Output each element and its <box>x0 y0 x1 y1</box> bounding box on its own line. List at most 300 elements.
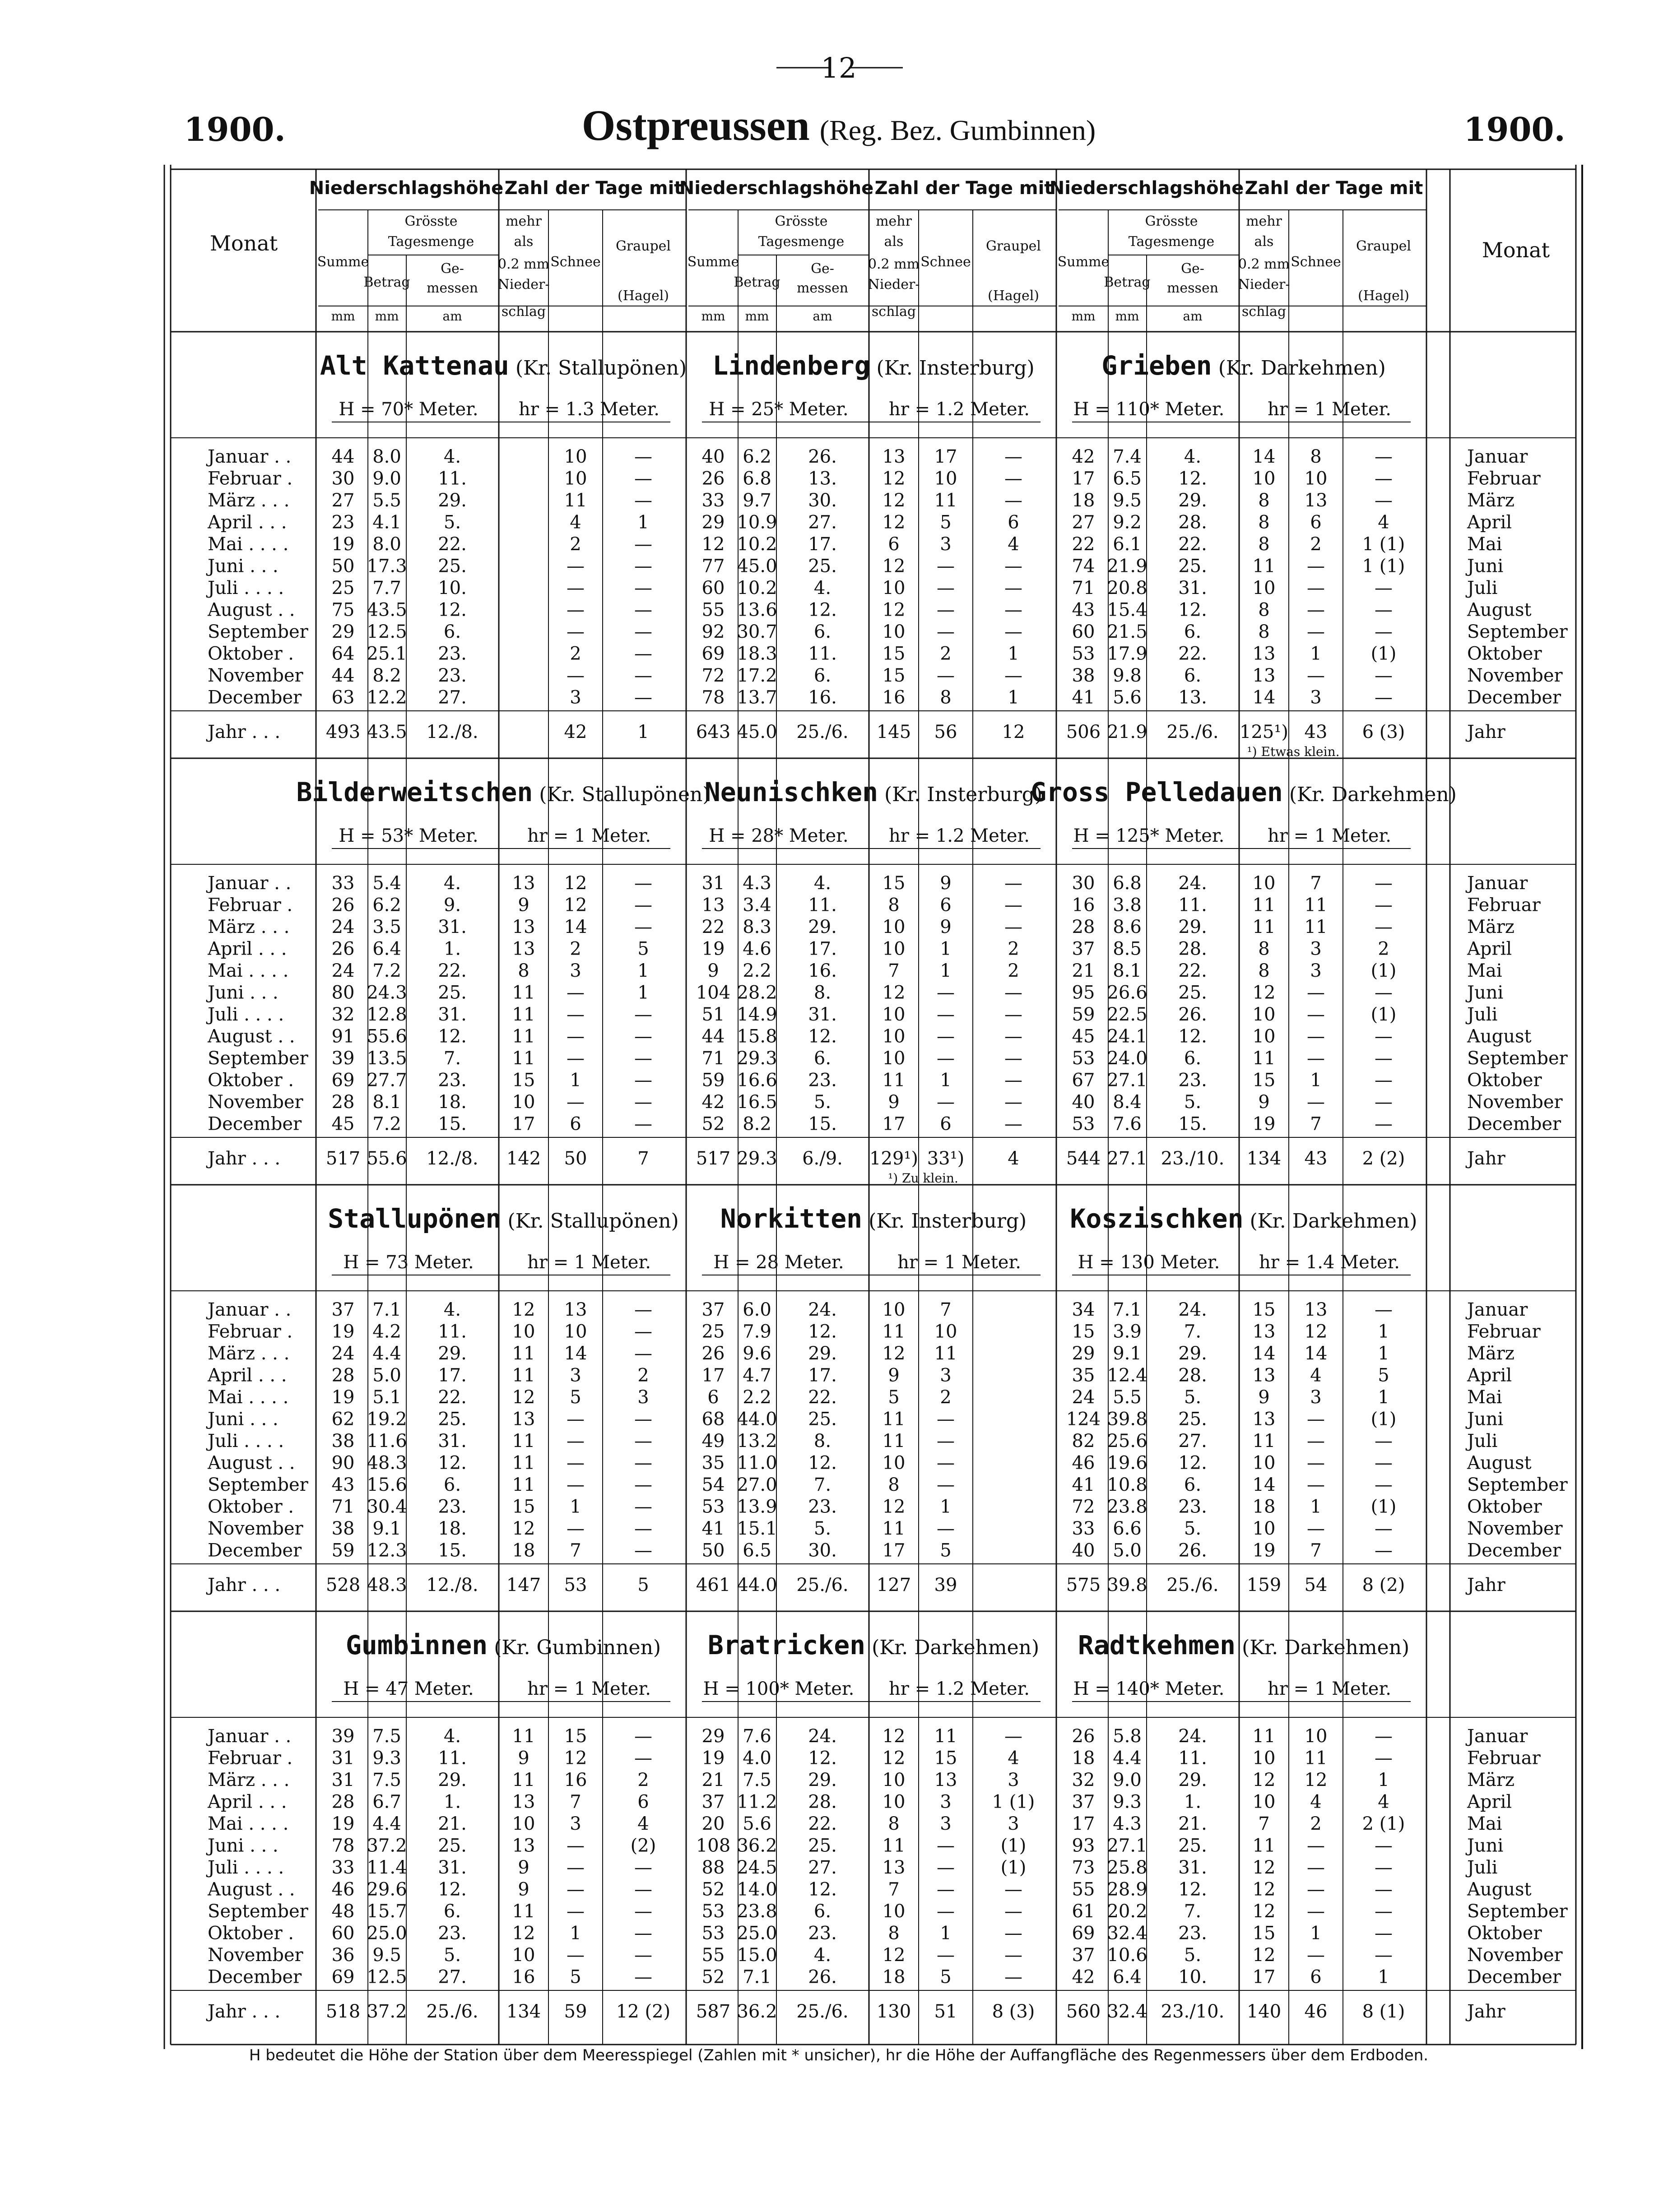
data-cell: 13 <box>1252 1365 1276 1386</box>
data-cell: — <box>567 1835 585 1856</box>
data-cell: 1 <box>1378 1966 1389 1988</box>
data-cell: 12 <box>1252 1857 1276 1878</box>
data-cell: 40 <box>701 446 725 467</box>
data-cell: 17 <box>1072 468 1095 489</box>
data-cell: 10 <box>564 1321 587 1342</box>
data-cell: 9 <box>1258 1092 1270 1113</box>
data-cell: 11 <box>882 1321 906 1342</box>
data-cell: 12.5 <box>367 1966 407 1988</box>
data-cell: 7.4 <box>1113 446 1142 467</box>
month-label-right: Oktober <box>1467 1496 1542 1517</box>
data-cell: 25 <box>701 1321 725 1342</box>
data-cell: 41 <box>701 1518 725 1539</box>
data-cell: 8.2 <box>743 1113 771 1135</box>
data-cell: — <box>567 1048 585 1069</box>
data-cell: 11 <box>512 1901 535 1922</box>
data-cell: 53 <box>701 1901 725 1922</box>
month-label-right: April <box>1467 938 1512 960</box>
data-cell: 34 <box>1072 1299 1095 1320</box>
data-cell: — <box>1307 1431 1325 1451</box>
data-cell: 9.3 <box>372 1748 401 1769</box>
data-cell: — <box>1307 621 1325 642</box>
data-cell: 17 <box>882 1540 906 1561</box>
data-cell: — <box>1375 578 1393 598</box>
data-cell: — <box>567 1004 585 1025</box>
month-label-left: April . . . <box>208 1365 287 1386</box>
data-cell: — <box>1004 1901 1022 1922</box>
data-cell: 8.6 <box>1113 917 1142 937</box>
data-cell: 73 <box>1072 1857 1095 1878</box>
data-cell: 42 <box>701 1092 725 1113</box>
data-cell: 12 <box>882 1945 906 1966</box>
data-cell: 5.6 <box>1113 687 1142 708</box>
data-cell: — <box>1375 665 1393 686</box>
data-cell: — <box>567 578 585 598</box>
data-cell: 93 <box>1072 1835 1095 1856</box>
data-cell: 15 <box>934 1748 957 1769</box>
data-cell: — <box>1004 599 1022 621</box>
data-cell: 11 <box>512 982 535 1003</box>
data-cell: 53 <box>701 1496 725 1517</box>
data-cell: 11 <box>882 1070 906 1091</box>
data-cell: — <box>1004 578 1022 598</box>
data-cell: 22. <box>1178 643 1207 664</box>
data-cell: 22 <box>701 917 725 937</box>
data-cell: 91 <box>331 1026 355 1047</box>
jahr-cell: 127 <box>876 1575 911 1595</box>
data-cell: 5. <box>813 1092 832 1113</box>
jahr-cell: 25./6. <box>796 2001 849 2022</box>
month-label-left: Februar . <box>208 468 293 489</box>
data-cell: 25.1 <box>367 643 407 664</box>
data-cell: 1 <box>940 960 952 981</box>
data-cell: 39 <box>331 1726 355 1747</box>
data-cell: — <box>634 1431 652 1451</box>
data-cell: 2 <box>1310 1813 1322 1834</box>
data-cell: 7 <box>1258 1813 1270 1834</box>
data-cell: 7. <box>813 1475 832 1495</box>
data-cell: 12 <box>882 490 906 511</box>
data-cell: 3.4 <box>743 895 771 916</box>
jahr-cell: 6 (3) <box>1362 722 1405 742</box>
data-cell: 19 <box>331 534 355 555</box>
data-cell: 24.3 <box>367 982 407 1003</box>
data-cell: — <box>1004 1966 1022 1988</box>
data-cell: — <box>567 599 585 621</box>
data-cell: — <box>567 621 585 642</box>
jahr-cell: 4 <box>1008 1148 1019 1169</box>
data-cell: — <box>634 1879 652 1900</box>
data-cell: 8.4 <box>1113 1092 1142 1113</box>
station-kreis: (Kr. Darkehmen) <box>872 1636 1040 1659</box>
month-label-right: September <box>1467 1475 1568 1495</box>
header-mehr: als <box>514 234 534 250</box>
station-title <box>346 1630 661 1660</box>
data-cell: 28 <box>331 1791 355 1813</box>
data-cell: 4. <box>813 873 832 894</box>
data-cell: — <box>1375 1475 1393 1495</box>
data-cell: 2 (1) <box>1362 1813 1405 1834</box>
data-cell: 12 <box>882 1748 906 1769</box>
data-cell: 6.0 <box>743 1299 771 1320</box>
data-cell: 68 <box>701 1409 725 1430</box>
data-cell: 12.3 <box>367 1540 407 1561</box>
month-label-left: Mai . . . . <box>208 534 289 555</box>
data-cell: — <box>567 665 585 686</box>
data-cell: 10 <box>1252 1748 1276 1769</box>
data-cell: 6. <box>813 1048 832 1069</box>
month-label-left: Mai . . . . <box>208 1387 289 1408</box>
header-gemessen: Ge- <box>441 261 464 277</box>
data-cell: 12. <box>438 599 467 621</box>
station-gauge-height: hr = 1 Meter. <box>1268 825 1391 846</box>
data-cell: — <box>634 917 652 937</box>
data-cell: 5 <box>888 1387 900 1408</box>
data-cell: — <box>937 1518 955 1539</box>
data-cell: 6. <box>1184 1475 1202 1495</box>
data-cell: 16 <box>512 1966 535 1988</box>
data-cell: 1 <box>1378 1387 1389 1408</box>
jahr-cell: 129¹) <box>869 1148 918 1169</box>
data-cell: 42 <box>1072 1966 1095 1988</box>
data-cell: 10 <box>934 468 957 489</box>
data-cell: — <box>937 1835 955 1856</box>
data-cell: — <box>634 578 652 598</box>
data-cell: 8 <box>1258 599 1270 621</box>
data-cell: 24 <box>1072 1387 1095 1408</box>
month-label-left: Juni . . . <box>208 982 279 1003</box>
data-cell: 4 <box>570 512 581 533</box>
data-cell: 10.2 <box>737 534 777 555</box>
data-cell: — <box>1307 665 1325 686</box>
header-mehr: als <box>1254 234 1274 250</box>
station-name: Grieben <box>1101 350 1212 381</box>
data-cell: — <box>567 1452 585 1474</box>
data-cell: 8 <box>1258 960 1270 981</box>
data-cell: 18.3 <box>737 643 777 664</box>
data-cell: 24.5 <box>737 1857 777 1878</box>
data-cell: 26 <box>701 468 725 489</box>
data-cell: 10 <box>882 1770 906 1790</box>
data-cell: (1) <box>1000 1857 1027 1878</box>
data-cell: 59 <box>701 1070 725 1091</box>
data-cell: 36 <box>331 1945 355 1966</box>
data-cell: — <box>1004 1026 1022 1047</box>
data-cell: 9 <box>940 917 952 937</box>
data-cell: 78 <box>331 1835 355 1856</box>
data-cell: 13. <box>808 468 837 489</box>
data-cell: — <box>567 1092 585 1113</box>
data-cell: — <box>634 468 652 489</box>
data-cell: 10 <box>882 1299 906 1320</box>
data-cell: 63 <box>331 687 355 708</box>
data-cell: 3 <box>570 960 581 981</box>
data-cell: 44 <box>701 1026 725 1047</box>
month-label-right: December <box>1467 1540 1561 1561</box>
month-label-right: Februar <box>1467 1321 1541 1342</box>
month-label-right: Juli <box>1467 578 1498 598</box>
data-cell: 25.8 <box>1107 1857 1147 1878</box>
data-cell: 38 <box>1072 665 1095 686</box>
data-cell: — <box>1375 895 1393 916</box>
station-block <box>326 1203 679 1595</box>
data-cell: 4. <box>443 873 461 894</box>
month-label-right: April <box>1467 1791 1512 1813</box>
jahr-cell: 5 <box>637 1575 649 1595</box>
station-height: H = 110* Meter. <box>1073 399 1225 420</box>
data-cell: 2.2 <box>743 1387 771 1408</box>
data-cell: 3.9 <box>1113 1321 1142 1342</box>
data-cell: 2 <box>1378 938 1389 960</box>
data-cell: 10 <box>1304 1726 1328 1747</box>
station-name: Gross Pelledauen <box>1031 777 1283 807</box>
data-cell: 28.2 <box>737 982 777 1003</box>
data-cell: 3 <box>940 1791 952 1813</box>
header-graupel: Graupel <box>615 238 671 254</box>
data-cell: 25.0 <box>737 1923 777 1944</box>
data-cell: — <box>1375 1452 1393 1474</box>
month-label-right: Juni <box>1467 1409 1504 1430</box>
data-cell: 10 <box>882 1791 906 1813</box>
data-cell: 74 <box>1072 556 1095 577</box>
data-cell: 22. <box>1178 960 1207 981</box>
data-cell: 4 <box>637 1813 649 1834</box>
data-cell: 53 <box>1072 1113 1095 1135</box>
data-cell: 67 <box>1072 1070 1095 1091</box>
header-summe: Summe <box>687 254 739 270</box>
data-cell: 25. <box>438 982 467 1003</box>
data-cell: 12. <box>1178 1879 1207 1900</box>
data-cell: 104 <box>696 982 731 1003</box>
data-cell: 9 <box>1258 1387 1270 1408</box>
data-cell: 10 <box>564 468 587 489</box>
data-cell: 12 <box>701 534 725 555</box>
data-cell: 27.1 <box>1107 1835 1147 1856</box>
jahr-cell: 461 <box>696 1575 731 1595</box>
data-cell: 9 <box>518 1748 530 1769</box>
month-label-right: Januar <box>1467 1299 1528 1320</box>
data-cell: 11 <box>1304 1748 1328 1769</box>
data-cell: 45 <box>331 1113 355 1135</box>
data-cell: 5.5 <box>1113 1387 1142 1408</box>
data-cell: 8. <box>813 982 832 1003</box>
month-label-left: März . . . <box>208 490 290 511</box>
data-cell: 27.1 <box>1107 1070 1147 1091</box>
data-cell: 13 <box>882 1857 906 1878</box>
data-cell: 7.5 <box>372 1770 401 1790</box>
data-cell: 16 <box>564 1770 587 1790</box>
header-mehr: 0.2 mm <box>868 256 920 272</box>
data-cell: 55.6 <box>367 1026 407 1047</box>
data-cell: — <box>1307 556 1325 577</box>
data-cell: 5.4 <box>372 873 401 894</box>
data-cell: 11 <box>1252 1726 1276 1747</box>
data-cell: 9.8 <box>1113 665 1142 686</box>
data-cell: 16 <box>882 687 906 708</box>
data-cell: 1 <box>570 1923 581 1944</box>
data-cell: — <box>1307 1092 1325 1113</box>
data-cell: — <box>1307 1452 1325 1474</box>
station-footnote: ¹) Zu klein. <box>888 1171 958 1186</box>
data-cell: 2 <box>1310 534 1322 555</box>
header-niederschlagshoehe: Niederschlagshöhe <box>679 178 874 199</box>
data-cell: — <box>1004 1092 1022 1113</box>
data-cell: — <box>567 1879 585 1900</box>
data-cell: — <box>634 687 652 708</box>
data-cell: 7.2 <box>372 1113 401 1135</box>
data-cell: 14 <box>1252 446 1276 467</box>
data-cell: — <box>634 665 652 686</box>
data-cell: 8 <box>888 1813 900 1834</box>
data-cell: — <box>937 1857 955 1878</box>
data-cell: 9.5 <box>372 1945 401 1966</box>
month-label-right: Oktober <box>1467 643 1542 664</box>
data-cell: 24. <box>1178 1726 1207 1747</box>
data-cell: 10.2 <box>737 578 777 598</box>
header-gemessen: Ge- <box>811 261 834 277</box>
data-cell: 6.4 <box>1113 1966 1142 1988</box>
data-cell: 44 <box>331 665 355 686</box>
data-cell: 4 <box>1008 1748 1019 1769</box>
data-cell: 10 <box>882 621 906 642</box>
data-cell: 24. <box>808 1726 837 1747</box>
data-cell: 12. <box>438 1452 467 1474</box>
data-cell: 10.9 <box>737 512 777 533</box>
data-cell: 26.6 <box>1107 982 1147 1003</box>
header-mehr: mehr <box>506 213 542 229</box>
jahr-cell: 21.9 <box>1107 722 1147 742</box>
data-cell: 11 <box>512 1475 535 1495</box>
data-cell: 4.4 <box>372 1343 401 1364</box>
data-cell: — <box>1307 1048 1325 1069</box>
data-cell: 6.2 <box>372 895 401 916</box>
data-cell: 24. <box>1178 873 1207 894</box>
data-cell: 124 <box>1066 1409 1101 1430</box>
data-cell: 12.4 <box>1107 1365 1147 1386</box>
data-cell: 1 (1) <box>992 1791 1035 1813</box>
data-cell: 19 <box>331 1387 355 1408</box>
jahr-cell: 12 <box>1002 722 1025 742</box>
month-label-left: Januar . . <box>208 873 292 894</box>
data-cell: — <box>1004 1726 1022 1747</box>
data-cell: 12 <box>1252 1945 1276 1966</box>
data-cell: 13 <box>512 938 535 960</box>
station-height: H = 53* Meter. <box>339 825 478 846</box>
data-cell: 78 <box>701 687 725 708</box>
month-label-right: März <box>1467 1770 1514 1790</box>
data-cell: 31. <box>438 1857 467 1878</box>
data-cell: 3 <box>570 687 581 708</box>
data-cell: 7.1 <box>372 1299 401 1320</box>
data-cell: — <box>1375 982 1393 1003</box>
data-cell: 14 <box>564 1343 587 1364</box>
data-cell: 23. <box>438 1496 467 1517</box>
data-cell: 11.2 <box>737 1791 777 1813</box>
data-cell: 4 <box>1310 1365 1322 1386</box>
data-cell: 52 <box>701 1879 725 1900</box>
data-cell: 10 <box>1252 1004 1276 1025</box>
data-cell: 1 <box>1310 643 1322 664</box>
data-cell: 20 <box>701 1813 725 1834</box>
data-cell: 6 <box>1310 512 1322 533</box>
jahr-cell: 59 <box>564 2001 587 2022</box>
data-cell: 24 <box>331 960 355 981</box>
header-betrag: Betrag <box>734 274 780 290</box>
header-mehr: 0.2 mm <box>1238 256 1290 272</box>
data-cell: 6.5 <box>743 1540 771 1561</box>
month-label-right: April <box>1467 512 1512 533</box>
data-cell: 15 <box>1252 1299 1276 1320</box>
data-cell: — <box>634 534 652 555</box>
data-cell: 9.5 <box>1113 490 1142 511</box>
month-label-right: Juni <box>1467 982 1504 1003</box>
station-block <box>696 1630 1041 2022</box>
header-gemessen: messen <box>1166 280 1219 296</box>
data-cell: 44.0 <box>737 1409 777 1430</box>
data-cell: 6. <box>1184 665 1202 686</box>
data-cell: 4. <box>1184 446 1202 467</box>
data-cell: 15 <box>882 665 906 686</box>
month-label-left: April . . . <box>208 512 287 533</box>
data-cell: 12 <box>1252 1770 1276 1790</box>
data-cell: 17 <box>512 1113 535 1135</box>
data-cell: 12. <box>808 1452 837 1474</box>
data-cell: 2 <box>637 1770 649 1790</box>
data-cell: — <box>634 1452 652 1474</box>
data-cell: 77 <box>701 556 725 577</box>
data-cell: — <box>1307 1945 1325 1966</box>
data-cell: 17. <box>808 1365 837 1386</box>
data-cell: 2 <box>570 938 581 960</box>
data-cell: 1 <box>1310 1070 1322 1091</box>
data-cell: 4.1 <box>372 512 401 533</box>
data-cell: 28. <box>1178 938 1207 960</box>
data-cell: 37 <box>701 1299 725 1320</box>
data-cell: — <box>1375 1299 1393 1320</box>
jahr-cell: 517 <box>325 1148 361 1169</box>
station-kreis: (Kr. Insterburg) <box>884 783 1043 806</box>
data-cell: 3.5 <box>372 917 401 937</box>
data-cell: 39 <box>331 1048 355 1069</box>
data-cell: 6.4 <box>372 938 401 960</box>
data-cell: 50 <box>701 1540 725 1561</box>
month-label-right: Juli <box>1467 1857 1498 1878</box>
data-cell: 11 <box>934 1726 957 1747</box>
station-kreis: (Kr. Stallupönen) <box>515 357 687 380</box>
month-label-left: August . . <box>208 1452 295 1474</box>
data-cell: — <box>634 599 652 621</box>
jahr-cell: 12./8. <box>426 1148 478 1169</box>
header-unit-mm: mm <box>331 309 355 324</box>
data-cell: 1 <box>1378 1321 1389 1342</box>
data-cell: 13 <box>512 917 535 937</box>
data-cell: — <box>634 1857 652 1878</box>
data-cell: 29. <box>808 1343 837 1364</box>
jahr-cell: 140 <box>1246 2001 1282 2022</box>
data-cell: 8 <box>1258 512 1270 533</box>
data-cell: 4.4 <box>372 1813 401 1834</box>
jahr-cell: 39.8 <box>1107 1575 1147 1595</box>
header-gemessen-am: am <box>813 309 832 324</box>
data-cell: 6.5 <box>1113 468 1142 489</box>
data-cell: — <box>1307 1409 1325 1430</box>
data-cell: 29. <box>1178 1343 1207 1364</box>
data-cell: 61 <box>1072 1901 1095 1922</box>
data-cell: 5.0 <box>1113 1540 1142 1561</box>
data-cell: 33 <box>331 873 355 894</box>
month-label-right: Juli <box>1467 1004 1498 1025</box>
data-cell: 24 <box>331 1343 355 1364</box>
